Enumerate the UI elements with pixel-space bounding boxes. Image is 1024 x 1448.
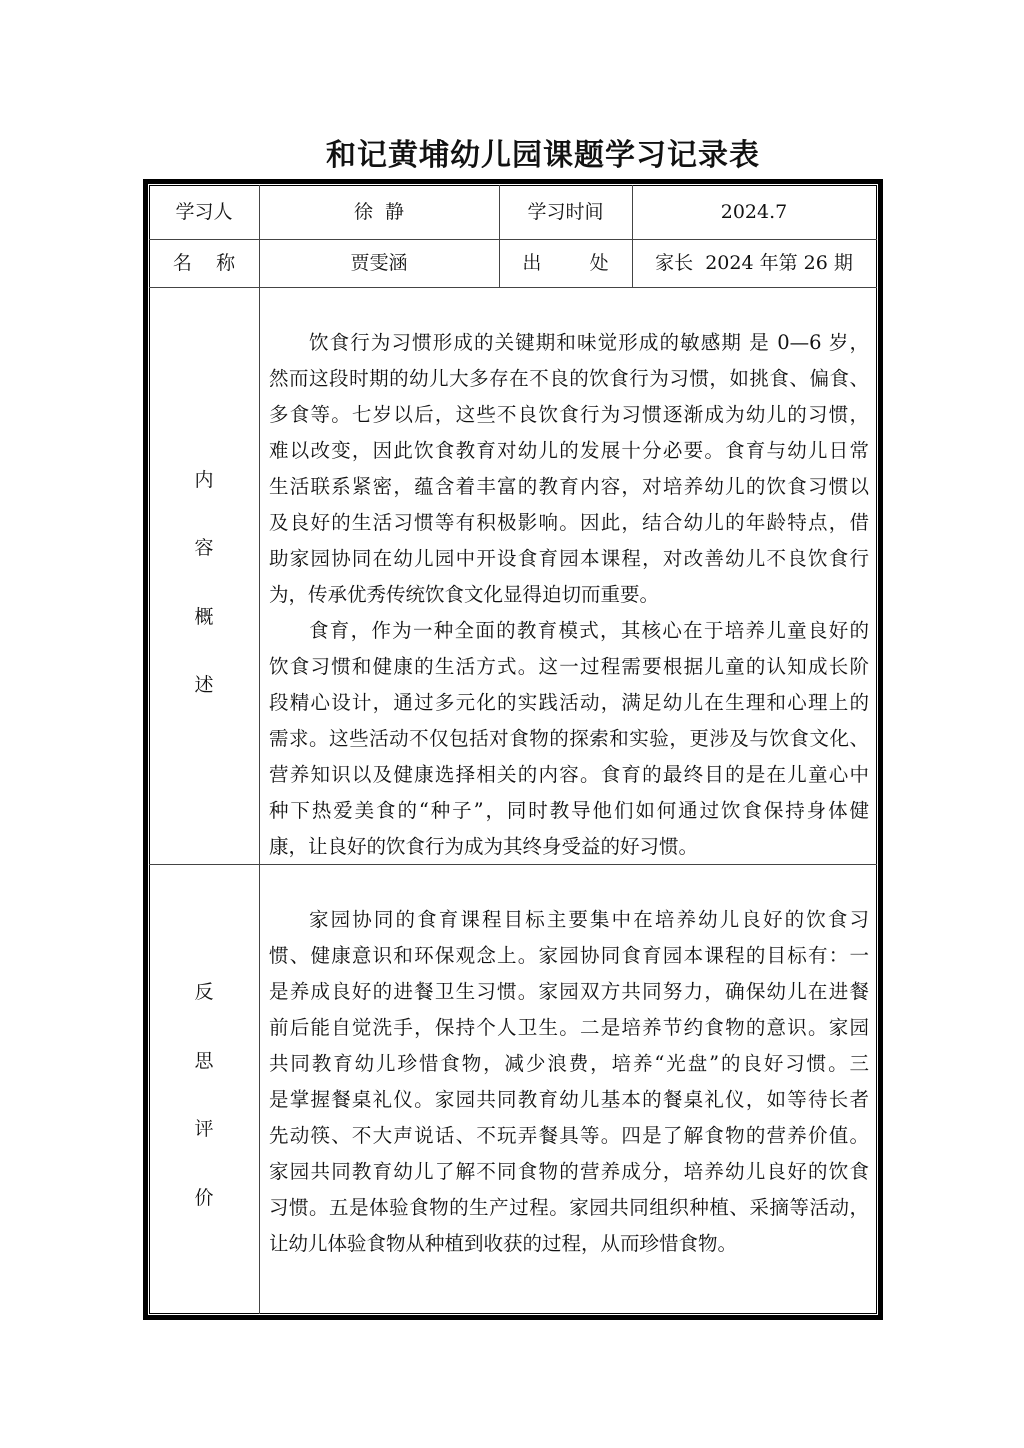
paragraph-line: 难以改变，因此饮食教育对幼儿的发展十分必要。食育与幼儿日常 [269, 439, 869, 462]
column-divider [259, 185, 260, 1314]
paragraph-line: 助家园协同在幼儿园中开设食育园本课程，对改善幼儿不良饮食行 [269, 547, 869, 570]
reflection-label-char: 价 [194, 1187, 214, 1209]
reflection-label-char: 反 [194, 981, 214, 1003]
reflection-label-char: 思 [194, 1050, 214, 1072]
paragraph-line: 为，传承优秀传统饮食文化显得迫切而重要。 [269, 583, 660, 606]
paragraph-line: 习惯。五是体验食物的生产过程。家园共同组织种植、采摘等活动， [269, 1196, 869, 1219]
paragraph-line: 惯、健康意识和环保观念上。家园协同食育园本课程的目标有：一 [269, 944, 869, 967]
paragraph-line: 饮食习惯和健康的生活方式。这一过程需要根据儿童的认知成长阶 [269, 655, 869, 678]
document-title: 和记黄埔幼儿园课题学习记录表 [326, 138, 760, 173]
summary-label-char: 内 [194, 469, 214, 491]
summary-content [269, 325, 869, 865]
source-value: 家长 2024 年第 26 期 [655, 252, 853, 274]
paragraph-line: 家园协同的食育课程目标主要集中在培养幼儿良好的饮食习 [309, 908, 869, 931]
summary-label-char: 概 [194, 606, 214, 628]
paragraph-line: 段精心设计，通过多元化的实践活动，满足幼儿在生理和心理上的 [269, 691, 869, 714]
name-value: 贾雯涵 [350, 252, 408, 274]
summary-label-char: 容 [194, 537, 214, 559]
summary-label-char: 述 [194, 674, 214, 696]
name-label: 名 称 [172, 252, 236, 274]
paragraph-line: 饮食行为习惯形成的关键期和味觉形成的敏感期 是 0—6 岁， [309, 331, 869, 354]
paragraph-line: 需求。这些活动不仅包括对食物的探索和实验，更涉及与饮食文化、 [269, 727, 869, 750]
paragraph-line: 先动筷、不大声说话、不玩弄餐具等。四是了解食物的营养价值。 [269, 1124, 869, 1147]
paragraph-line: 生活联系紧密，蕴含着丰富的教育内容，对培养幼儿的饮食习惯以 [269, 475, 869, 498]
paragraph-line: 康，让良好的饮食行为成为其终身受益的好习惯。 [269, 835, 699, 858]
paragraph-line: 然而这段时期的幼儿大多存在不良的饮食行为习惯，如挑食、偏食、 [269, 367, 869, 390]
paragraph-line: 家园共同教育幼儿了解不同食物的营养成分，培养幼儿良好的饮食 [269, 1160, 869, 1183]
paragraph-line: 多食等。七岁以后，这些不良饮食行为习惯逐渐成为幼儿的习惯， [269, 403, 869, 426]
paragraph-line: 让幼儿体验食物从种植到收获的过程，从而珍惜食物。 [269, 1232, 738, 1255]
paragraph-line: 种下热爱美食的“种子”，同时教导他们如何通过饮食保持身体健 [269, 799, 869, 822]
reflection-content [269, 902, 869, 1262]
source-label: 出 处 [522, 252, 609, 274]
paragraph-line: 共同教育幼儿珍惜食物，减少浪费，培养“光盘”的良好习惯。三 [269, 1052, 869, 1075]
time-label: 学习时间 [527, 201, 604, 223]
paragraph-line: 及良好的生活习惯等有积极影响。因此，结合幼儿的年龄特点，借 [269, 511, 869, 534]
paragraph-line: 是掌握餐桌礼仪。家园共同教育幼儿基本的餐桌礼仪，如等待长者 [269, 1088, 869, 1111]
learner-label: 学习人 [175, 201, 233, 223]
learner-value: 徐 静 [353, 201, 405, 223]
reflection-label-char: 评 [194, 1118, 214, 1140]
paragraph-line: 是养成良好的进餐卫生习惯。家园双方共同努力，确保幼儿在进餐 [269, 980, 869, 1003]
time-value: 2024.7 [720, 201, 788, 223]
paragraph-line: 前后能自觉洗手，保持个人卫生。二是培养节约食物的意识。家园 [269, 1016, 869, 1039]
paragraph-line: 营养知识以及健康选择相关的内容。食育的最终目的是在儿童心中 [269, 763, 869, 786]
paragraph-line: 食育，作为一种全面的教育模式，其核心在于培养儿童良好的 [309, 619, 869, 642]
